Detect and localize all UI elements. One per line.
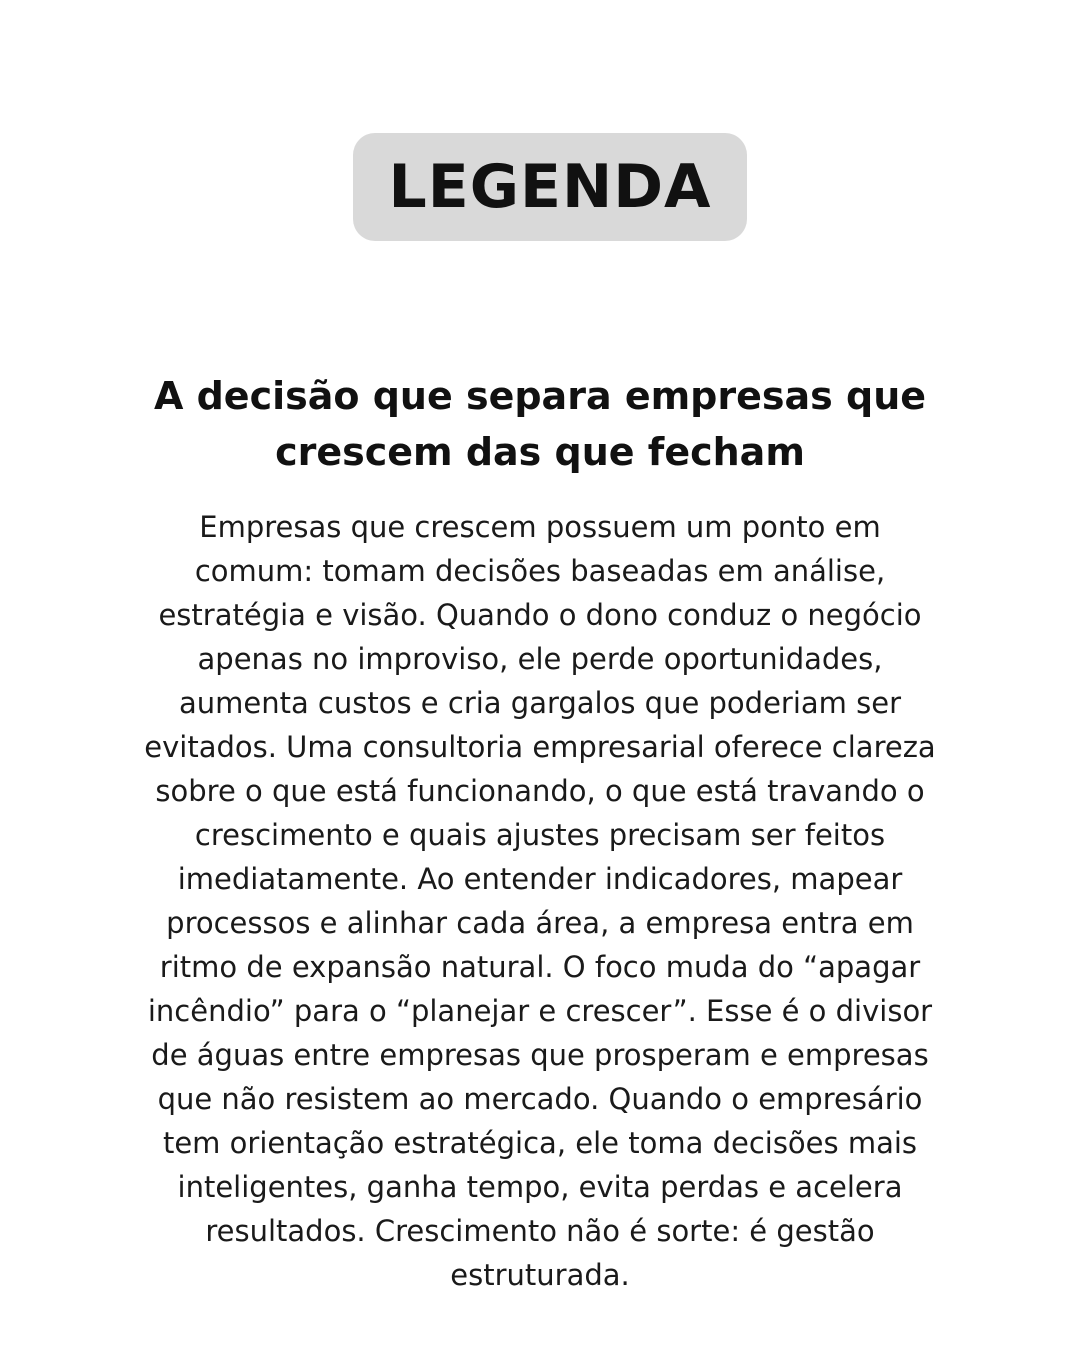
- body-line: apenas no improviso, ele perde oportunidades,: [197, 642, 883, 676]
- body-line: inteligentes, ganha tempo, evita perdas e acelera: [177, 1170, 903, 1204]
- headline-line: crescem das que fecham: [275, 430, 805, 474]
- body-line: de águas entre empresas que prosperam e empresas: [151, 1038, 929, 1072]
- body-line: incêndio” para o “planejar e crescer”. Esse é o divisor: [147, 994, 933, 1028]
- body-line: estruturada.: [450, 1258, 630, 1292]
- body-line: evitados. Uma consultoria empresarial oferece clareza: [144, 730, 936, 764]
- headline-line: A decisão que separa empresas que: [153, 374, 927, 418]
- headline: [110, 368, 970, 480]
- legenda-badge: [353, 133, 747, 241]
- body-line: comum: tomam decisões baseadas em análise,: [194, 554, 886, 588]
- body-line: imediatamente. Ao entender indicadores, mapear: [177, 862, 903, 896]
- body-line: aumenta custos e cria gargalos que poderiam ser: [178, 686, 902, 720]
- badge-label: LEGENDA: [388, 152, 712, 222]
- body-line: que não resistem ao mercado. Quando o empresário: [157, 1082, 923, 1116]
- body-line: resultados. Crescimento não é sorte: é gestão: [205, 1214, 875, 1248]
- body-line: sobre o que está funcionando, o que está travando o: [155, 774, 925, 808]
- body-line: tem orientação estratégica, ele toma decisões mais: [162, 1126, 918, 1160]
- body-line: ritmo de expansão natural. O foco muda do “apagar: [159, 950, 921, 984]
- body-line: crescimento e quais ajustes precisam ser feitos: [194, 818, 886, 852]
- body-paragraph: [100, 505, 980, 1297]
- body-line: processos e alinhar cada área, a empresa entra em: [166, 906, 914, 940]
- body-line: Empresas que crescem possuem um ponto em: [199, 510, 881, 544]
- body-line: estratégia e visão. Quando o dono conduz o negócio: [158, 598, 922, 632]
